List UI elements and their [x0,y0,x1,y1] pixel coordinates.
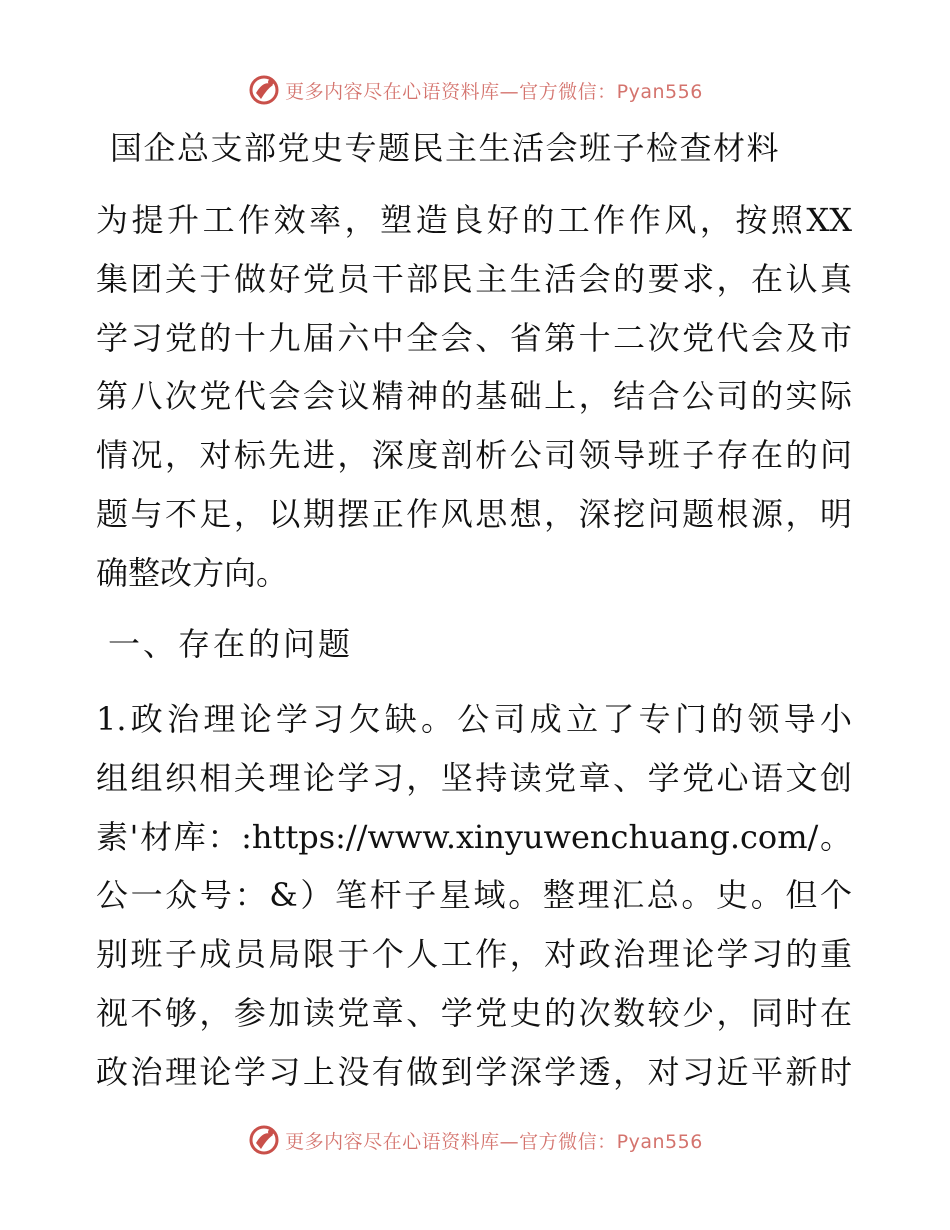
text-line: 公一众号：&）笔杆子星域。整理汇总。史。但个 [96,876,852,915]
document-title: 国企总支部党史专题民主生活会班子检查材料 [110,129,781,167]
text-line: 1.政治理论学习欠缺。公司成立了专门的领导小 [96,700,852,738]
intro-paragraph [96,191,852,603]
text-line: 别班子成员局限于个人工作，对政治理论学习的重 [96,935,852,974]
text-line: 素'材库：:https://www.xinyuwenchuang.com/。 [96,817,852,856]
text-line: 题与不足，以期摆正作风思想，深挖问题根源，明 [96,494,852,533]
text-line: 为提升工作效率，塑造良好的工作作风，按照XX [96,201,852,239]
item-1-paragraph [96,690,852,1102]
footer-watermark [0,1120,950,1160]
section-heading: 一、存在的问题 [108,625,354,663]
text-line: 政治理论学习上没有做到学深学透，对习近平新时 [96,1052,852,1091]
brand-logo-icon [247,1123,281,1157]
text-line: 视不够，参加读党章、学党史的次数较少，同时在 [96,993,852,1032]
text-line: 集团关于做好党员干部民主生活会的要求，在认真 [96,259,852,298]
text-line: 第八次党代会会议精神的基础上，结合公司的实际 [96,377,852,416]
brand-logo-icon [247,73,281,107]
text-line: 学习党的十九届六中全会、省第十二次党代会及市 [96,318,852,357]
watermark-text: 更多内容尽在心语资料库—官方微信：Pyan556 [285,1130,703,1153]
watermark-text: 更多内容尽在心语资料库—官方微信：Pyan556 [285,80,703,103]
header-watermark [0,70,950,110]
text-line: 组组织相关理论学习，坚持读党章、学党心语文创 [96,758,852,797]
text-line: 情况，对标先进，深度剖析公司领导班子存在的问 [96,436,852,475]
text-line: 确整改方向。 [96,553,289,592]
